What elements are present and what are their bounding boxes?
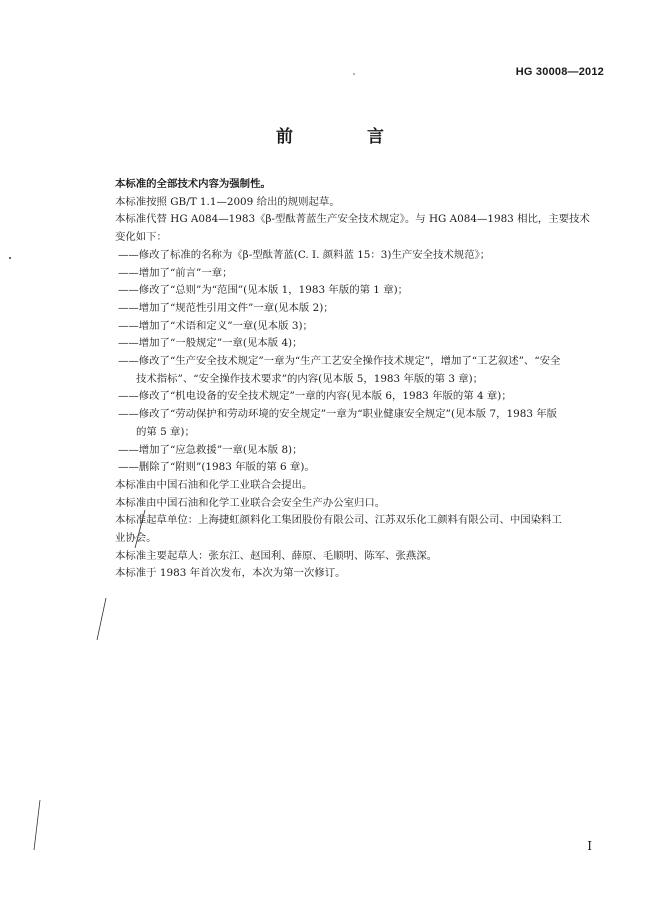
- change-item: ——增加了“前言”一章；: [118, 266, 233, 279]
- paragraph-replaces: 本标准代替 HG A084—1983《β-型酞菁蓝生产安全技术规定》。与 HG A084—1983 相比，主要技术: [115, 213, 590, 226]
- paragraph-history: 本标准于 1983 年首次发布，本次为第一次修订。: [115, 567, 346, 580]
- change-item: ——修改了“总则”为“范围”(见本版 1，1983 年版的第 1 章)；: [118, 284, 409, 297]
- scan-mark-line: [135, 510, 145, 548]
- page-number: I: [587, 839, 592, 853]
- change-item: ——删除了“附则”(1983 年版的第 6 章)。: [118, 461, 315, 474]
- scan-dot: [9, 257, 11, 259]
- paragraph-mandatory: 本标准的全部技术内容为强制性。: [115, 178, 271, 190]
- page-title: 前 言: [276, 127, 418, 147]
- standard-code: HG 30008—2012: [515, 66, 604, 78]
- paragraph-proposed-by: 本标准由中国石油和化学工业联合会提出。: [115, 478, 313, 491]
- paragraph-drafting-units-cont: 业协会。: [115, 532, 157, 545]
- change-item: ——修改了标准的名称为《β-型酞菁蓝(C. I. 颜料蓝 15：3)生产安全技术规范》；: [118, 248, 491, 261]
- paragraph-drafting-units: 本标准起草单位：上海捷虹颜料化工集团股份有限公司、江苏双乐化工颜料有限公司、中国染料工: [115, 514, 562, 527]
- scan-mark-line: [34, 800, 40, 850]
- paragraph-centralized-by: 本标准由中国石油和化学工业联合会安全生产办公室归口。: [115, 496, 386, 509]
- paragraph-drafting-rule: 本标准按照 GB/T 1.1—2009 给出的规则起草。: [115, 195, 340, 208]
- scan-mark-line: [97, 598, 106, 640]
- change-item: ——修改了“生产安全技术规定”一章为“生产工艺安全操作技术规定”，增加了“工艺叙述”、“安全 技术指标”、“安全操作技术要求”的内容(见本版 5，1983 年版的第 3 章)；: [118, 355, 561, 385]
- change-item: ——增加了“应急救援”一章(见本版 8)；: [118, 443, 303, 456]
- change-item: ——修改了“劳动保护和劳动环境的安全规定”一章为“职业健康安全规定”(见本版 7，1983 年版 的第 5 章)；: [118, 408, 558, 438]
- change-item: ——修改了“机电设备的安全技术规定”一章的内容(见本版 6，1983 年版的第 4 章)；: [118, 390, 512, 403]
- change-item: ——增加了“术语和定义”一章(见本版 3)；: [118, 319, 313, 332]
- change-item: ——增加了“规范性引用文件”一章(见本版 2)；: [118, 301, 334, 314]
- paragraph-replaces-cont: 变化如下：: [115, 231, 167, 244]
- change-item: ——增加了“一般规定”一章(见本版 4)；: [118, 337, 303, 350]
- scan-dot: [353, 73, 355, 75]
- paragraph-drafters: 本标准主要起草人：张东江、赵国利、薛原、毛顺明、陈军、张燕深。: [115, 549, 438, 562]
